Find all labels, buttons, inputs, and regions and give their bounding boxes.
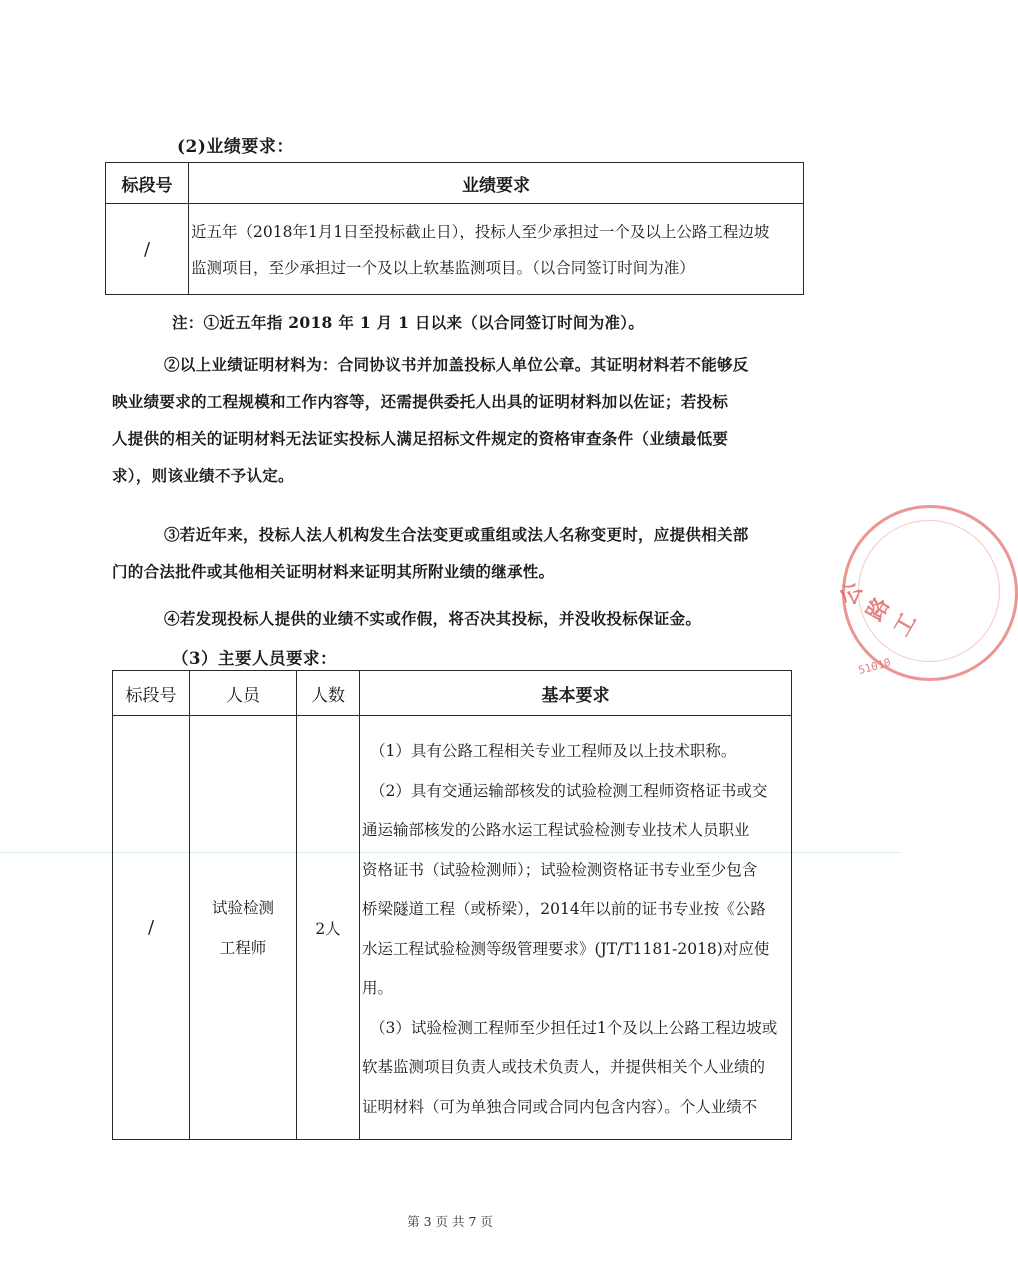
requirement-line: 资格证书（试验检测师）；试验检测资格证书专业至少包含 <box>362 860 758 879</box>
performance-requirement-cell <box>189 204 804 295</box>
note-2-line: 映业绩要求的工程规模和工作内容等，还需提供委托人出具的证明材料加以佐证；若投标 <box>112 392 729 411</box>
personnel-line: 工程师 <box>219 938 267 957</box>
note-4-line: ④若发现投标人提供的业绩不实或作假，将否决其投标，并没收投标保证金。 <box>164 609 702 628</box>
note-3-line: ③若近年来，投标人法人机构发生合法变更或重组或法人名称变更时，应提供相关部 <box>164 525 749 544</box>
header-basic-requirements: 基本要求 <box>360 671 792 716</box>
note-2 <box>112 346 798 494</box>
count-cell: 2人 <box>297 716 360 1140</box>
table-header-row <box>113 671 792 716</box>
requirement-line: 监测项目，至少承担过一个及以上软基监测项目。（以合同签订时间为准） <box>191 259 695 277</box>
performance-heading: (2)业绩要求： <box>177 137 294 157</box>
note-2-line: 人提供的相关的证明材料无法证实投标人满足招标文件规定的资格审查条件（业绩最低要 <box>112 429 729 448</box>
header-performance: 业绩要求 <box>189 163 804 204</box>
section-no-cell: / <box>113 716 190 1140</box>
table-row <box>106 204 804 295</box>
note-2-line: ②以上业绩证明材料为：合同协议书并加盖投标人单位公章。其证明材料若不能够反 <box>164 355 749 374</box>
seal-text: 公路工 <box>834 577 922 641</box>
note-3-line: 门的合法批件或其他相关证明材料来证明其所附业绩的继承性。 <box>112 562 555 581</box>
section-no-cell: / <box>106 204 189 295</box>
requirement-line: （3）试验检测工程师至少担任过1个及以上公路工程边坡或 <box>370 1018 778 1037</box>
table-row <box>113 716 792 1140</box>
requirement-line: 证明材料（可为单独合同或合同内包含内容）。个人业绩不 <box>362 1097 758 1116</box>
requirement-line: 水运工程试验检测等级管理要求》(JT/T1181-2018)对应使 <box>362 939 770 958</box>
requirements-cell <box>360 716 792 1140</box>
note-1: 注：①近五年指 2018 年 1 月 1 日以来（以合同签订时间为准）。 <box>172 313 645 332</box>
personnel-table <box>112 670 792 1140</box>
seal-number: 51010 <box>856 655 893 678</box>
requirement-line: （2）具有交通运输部核发的试验检测工程师资格证书或交 <box>370 781 768 800</box>
requirement-line: 软基监测项目负责人或技术负责人，并提供相关个人业绩的 <box>362 1058 766 1076</box>
personnel-heading: （3）主要人员要求： <box>172 649 337 668</box>
table-header-row <box>106 163 804 204</box>
note-4 <box>112 600 798 637</box>
note-2-line: 求），则该业绩不予认定。 <box>112 466 294 485</box>
page-footer: 第 3 页 共 7 页 <box>407 1214 493 1229</box>
requirement-line: 用。 <box>362 979 394 997</box>
header-personnel: 人员 <box>190 671 297 716</box>
header-section-no: 标段号 <box>113 671 190 716</box>
note-3 <box>112 516 798 590</box>
performance-table <box>105 162 804 295</box>
personnel-cell <box>190 716 297 1140</box>
personnel-line: 试验检测 <box>211 898 274 917</box>
requirement-line: 桥梁隧道工程（或桥梁），2014年以前的证书专业按《公路 <box>362 900 766 918</box>
requirement-line: 近五年（2018年1月1日至投标截止日），投标人至少承担过一个及以上公路工程边坡 <box>191 223 770 241</box>
header-count: 人数 <box>297 671 360 716</box>
requirement-line: （1）具有公路工程相关专业工程师及以上技术职称。 <box>370 742 737 760</box>
requirement-line: 通运输部核发的公路水运工程试验检测专业技术人员职业 <box>362 821 750 839</box>
header-section-no: 标段号 <box>106 163 189 204</box>
